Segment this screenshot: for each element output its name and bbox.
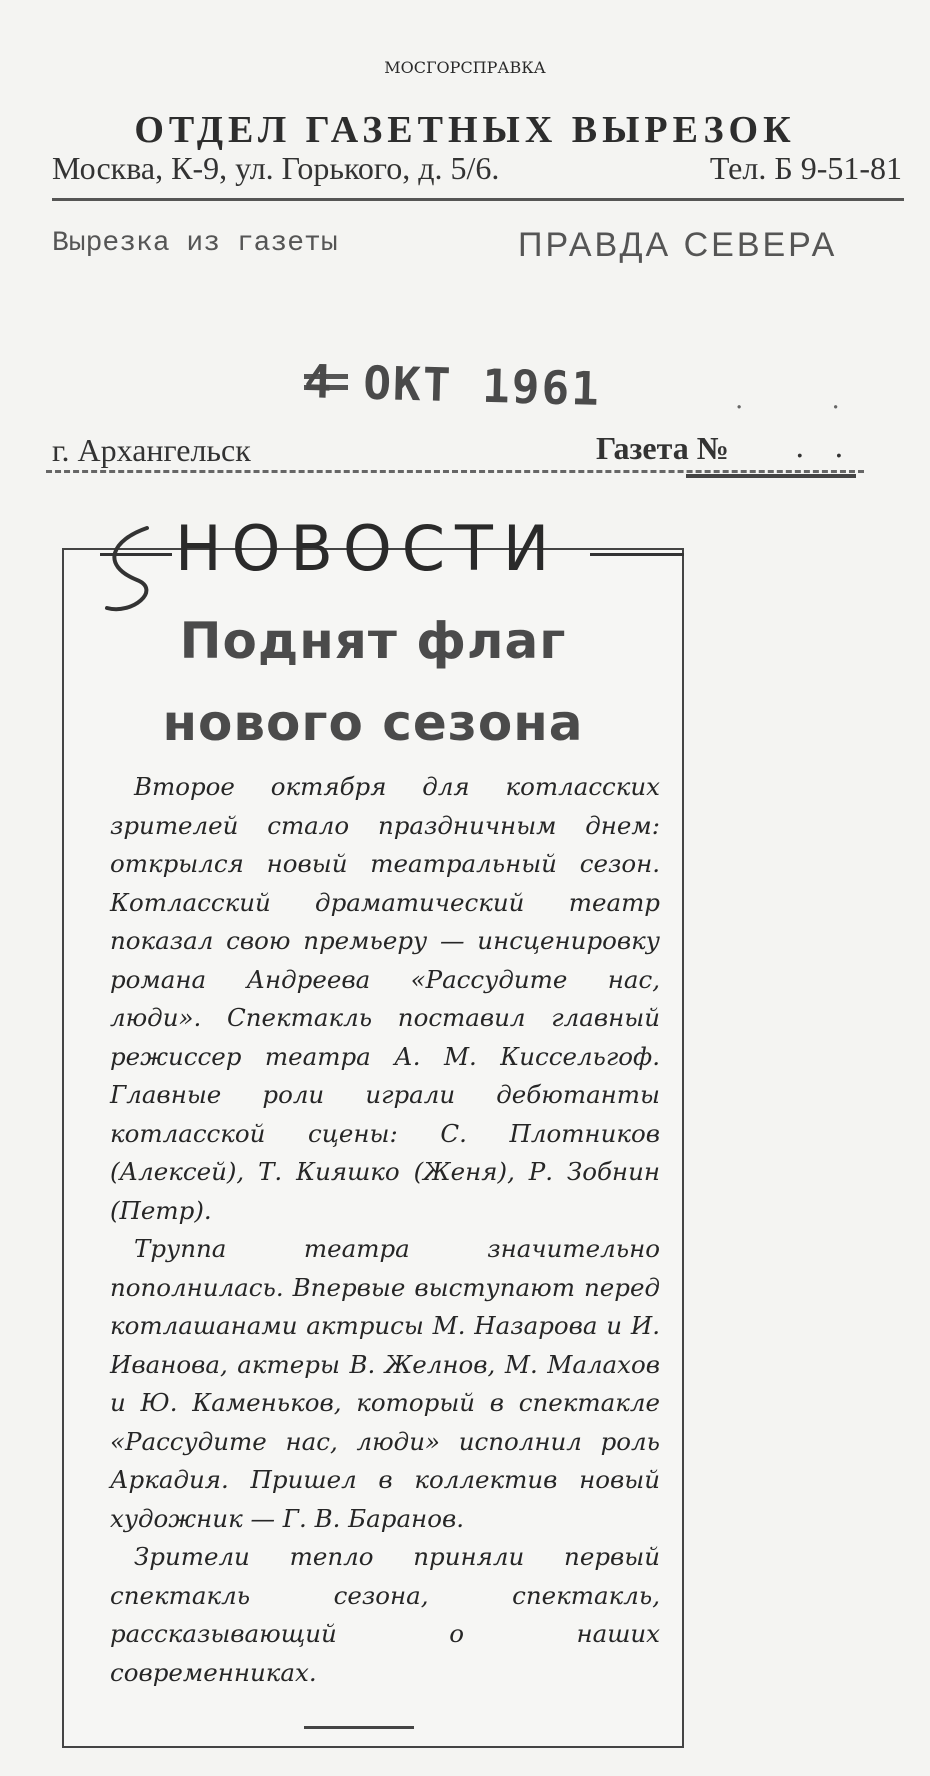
agency-name: МОСГОРСПРАВКА (384, 58, 546, 77)
rubric-title: НОВОСТИ (175, 512, 560, 585)
article-paragraph: Зрители тепло приняли первый спектакль сезона, спектакль, рассказывающий о наших современниках. (110, 1542, 660, 1687)
form-rule-solid (686, 474, 856, 478)
form-rule-dashed (46, 470, 864, 473)
issue-label: Газета № (596, 430, 729, 466)
rubric-rule-left (100, 553, 172, 556)
stamp-dots: . . (735, 385, 880, 415)
article-paragraph: Второе октября для котласских зрителей стало праздничным днем: открылся новый театральный сезон. Котласский драматический театр показал свою премьеру — инсценировку романа Андреева «Рассудите нас, люди». Спектакль поставил главный режиссер театра А. М. Киссельгоф. Главные роли играли дебютанты котласской сцены: С. Плотников (Алексей), Т. Кияшко (Женя), Р. Зобнин (Петр). (110, 772, 660, 1225)
article-paragraph: Труппа театра значительно пополнилась. Впервые выступают перед котлашанами актрисы М. Назарова и И. Иванова, актеры В. Желнов, М. Малахов и Ю. Каменьков, который в спектакле «Рассудите нас, люди» исполнил роль Аркадия. Пришел в коллектив новый художник — Г. В. Баранов. (110, 1234, 660, 1533)
headline-line-1: Поднят флаг (179, 612, 567, 670)
address-line (52, 150, 902, 187)
header-rule (52, 198, 904, 201)
newspaper-name: ПРАВДА СЕВЕРА (518, 226, 838, 264)
issue-dots: . . (795, 430, 854, 465)
clipping-label: Вырезка из газеты (52, 228, 338, 259)
date-stamp: 4 ОКТ 1961 (303, 354, 602, 416)
rubric-rule-right (590, 553, 684, 556)
city-name: г. Архангельск (52, 432, 251, 468)
address: Москва, К-9, ул. Горького, д. 5/6. (52, 150, 500, 186)
article-headline (62, 600, 684, 764)
headline-line-2: нового сезона (162, 694, 584, 752)
department-name: ОТДЕЛ ГАЗЕТНЫХ ВЫРЕЗОК (134, 109, 796, 151)
article-body (110, 768, 660, 1692)
phone: Тел. Б 9-51-81 (709, 150, 902, 186)
article-end-rule (304, 1726, 414, 1729)
